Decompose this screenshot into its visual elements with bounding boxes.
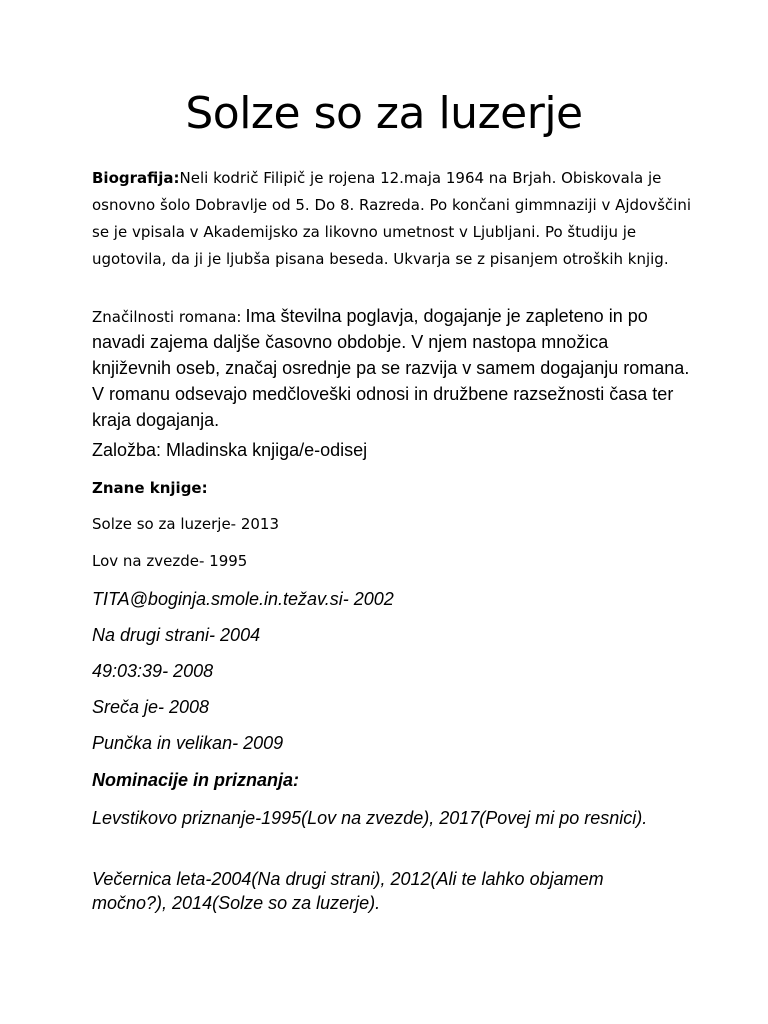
features-label: Značilnosti romana: (92, 308, 242, 326)
publisher-line: Založba: Mladinska knjiga/e-odisej (92, 440, 368, 460)
biography-label: Biografija: (92, 169, 180, 187)
award-item: Večernica leta-2004(Na drugi strani), 2012(Ali te lahko objamem močno?), 2014(Solze so za luzerje). (92, 869, 604, 913)
features-text: Ima številna poglavja, dogajanje je zapleteno in po navadi zajema daljše časovno obdobje. V njem nastopa množica književnih oseb, značaj osrednje pa se razvija v samem dogajanju romana. V romanu odsevajo medčloveški odnosi in družbene razsežnosti časa ter kraja dogajanja. (92, 306, 690, 430)
awards-heading: Nominacije in priznanja: (92, 770, 300, 790)
features-paragraph (92, 304, 692, 434)
award-item: Levstikovo priznanje-1995(Lov na zvezde), 2017(Povej mi po resnici). (92, 808, 648, 828)
page-title: Solze so za luzerje (185, 88, 583, 139)
known-books-heading: Znane knjige: (92, 479, 208, 497)
book-item: Na drugi strani- 2004 (92, 625, 261, 645)
book-item: Lov na zvezde- 1995 (92, 552, 248, 570)
biography-text: Neli kodrič Filipič je rojena 12.maja 1964 na Brjah. Obiskovala je osnovno šolo Dobravlje od 5. Do 8. Razreda. Po končani gimmnaziji v Ajdovščini se je vpisala v Akademijsko za likovno umetnost v Ljubljani. Po študiju je ugotovila, da ji je ljubša pisana beseda. Ukvarja se z pisanjem otroških knjig. (92, 169, 692, 268)
biography-paragraph (92, 165, 692, 273)
book-item: TITA@boginja.smole.in.težav.si- 2002 (92, 589, 394, 609)
book-item: Solze so za luzerje- 2013 (92, 515, 280, 533)
book-item: Punčka in velikan- 2009 (92, 733, 284, 753)
book-item: 49:03:39- 2008 (92, 661, 214, 681)
book-item: Sreča je- 2008 (92, 697, 210, 717)
